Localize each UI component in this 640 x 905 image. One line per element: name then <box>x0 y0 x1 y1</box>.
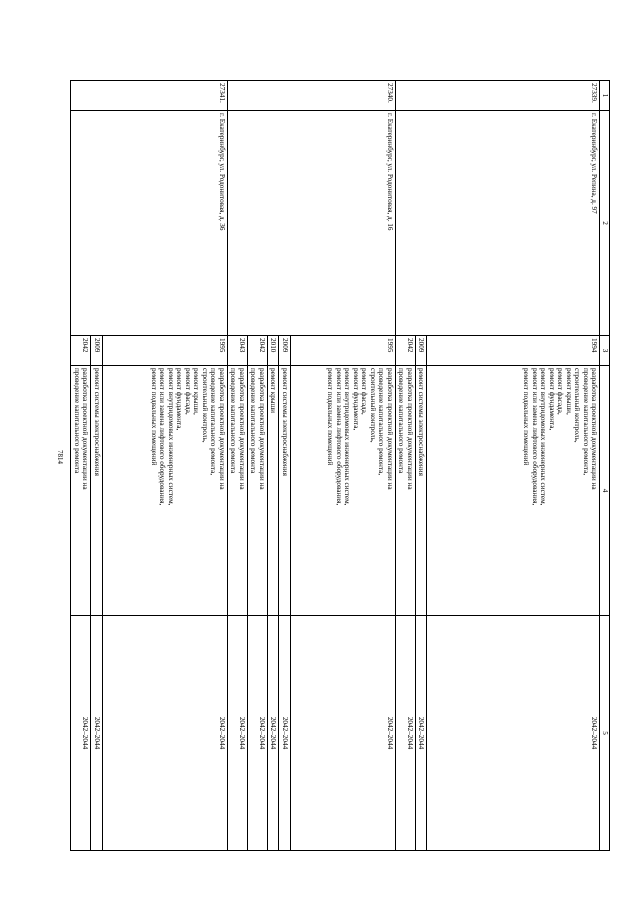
period-cell: 2042–2044 <box>395 616 415 851</box>
period-cell: 2042–2044 <box>279 616 290 851</box>
year-cell: 2042 <box>395 336 415 366</box>
header-row <box>600 81 610 851</box>
work-cell: ремонт системы электроснабжения <box>415 366 426 616</box>
period-cell: 2042–2044 <box>427 616 600 851</box>
year-cell: 1995 <box>102 336 227 366</box>
year-cell: 2009 <box>91 336 102 366</box>
period-cell: 2042–2044 <box>91 616 102 851</box>
year-cell: 2010 <box>267 336 278 366</box>
period-cell: 2042–2044 <box>227 616 247 851</box>
header-col-5: 5 <box>600 616 610 851</box>
work-cell: разработка проектной документации на проведение капитального ремонта <box>227 366 247 616</box>
period-cell: 2042–2044 <box>71 616 91 851</box>
register-table-wrapper <box>72 80 610 850</box>
year-cell: 2009 <box>415 336 426 366</box>
work-cell: разработка проектной документации на проведение капитального ремонта, строительный контроль, ремонт крыши, ремонт фасада, ремонт фундамента, ремонт внутридомовых инженерных систем, ремонт или замена лифтового оборудования, ремонт подвальных помещений <box>427 366 600 616</box>
period-cell: 2042–2044 <box>247 616 267 851</box>
work-cell: разработка проектной документации на проведение капитального ремонта, строительный контроль, ремонт крыши, ремонт фасада, ремонт фундамента, ремонт внутридомовых инженерных систем, ремонт или замена лифтового оборудования, ремонт подвальных помещений <box>102 366 227 616</box>
work-cell: разработка проектной документации на проведение капитального ремонта <box>395 366 415 616</box>
rotated-table-container <box>72 80 610 850</box>
work-cell: разработка проектной документации на проведение капитального ремонта <box>247 366 267 616</box>
year-cell: 2042 <box>247 336 267 366</box>
year-cell: 1994 <box>427 336 600 366</box>
row-number: 27341. <box>71 81 227 111</box>
header-col-1: 1 <box>600 81 610 111</box>
address-cell: г. Екатеринбург, ул. Родонитовая, д. 36 <box>71 111 227 336</box>
work-cell: ремонт крыши <box>267 366 278 616</box>
page-number: 7814 <box>56 450 64 464</box>
table-row <box>427 81 600 851</box>
year-cell: 2042 <box>71 336 91 366</box>
header-col-3: 3 <box>600 336 610 366</box>
work-cell: разработка проектной документации на проведение капитального ремонта, строительный контроль, ремонт фасада, ремонт фундамента, ремонт внутридомовых инженерных систем, ремонт или замена лифтового оборудования, ремонт подвальных помещений <box>290 366 395 616</box>
work-cell: ремонт системы электроснабжения <box>91 366 102 616</box>
address-cell: г. Екатеринбург, ул. Репина, д. 97 <box>395 111 599 336</box>
address-cell: г. Екатеринбург, ул. Родонитовая, д. 16 <box>227 111 395 336</box>
period-cell: 2042–2044 <box>290 616 395 851</box>
row-number: 27340. <box>227 81 395 111</box>
period-cell: 2042–2044 <box>415 616 426 851</box>
header-col-2: 2 <box>600 111 610 336</box>
table-row <box>290 81 395 851</box>
period-cell: 2042–2044 <box>102 616 227 851</box>
year-cell: 2043 <box>227 336 247 366</box>
year-cell: 2009 <box>279 336 290 366</box>
work-cell: ремонт системы электроснабжения <box>279 366 290 616</box>
year-cell: 1995 <box>290 336 395 366</box>
register-table <box>70 80 610 851</box>
header-col-4: 4 <box>600 366 610 616</box>
work-cell: разработка проектной документации на проведение капитального ремонта <box>71 366 91 616</box>
table-row <box>102 81 227 851</box>
period-cell: 2042–2044 <box>267 616 278 851</box>
row-number: 27339. <box>395 81 599 111</box>
